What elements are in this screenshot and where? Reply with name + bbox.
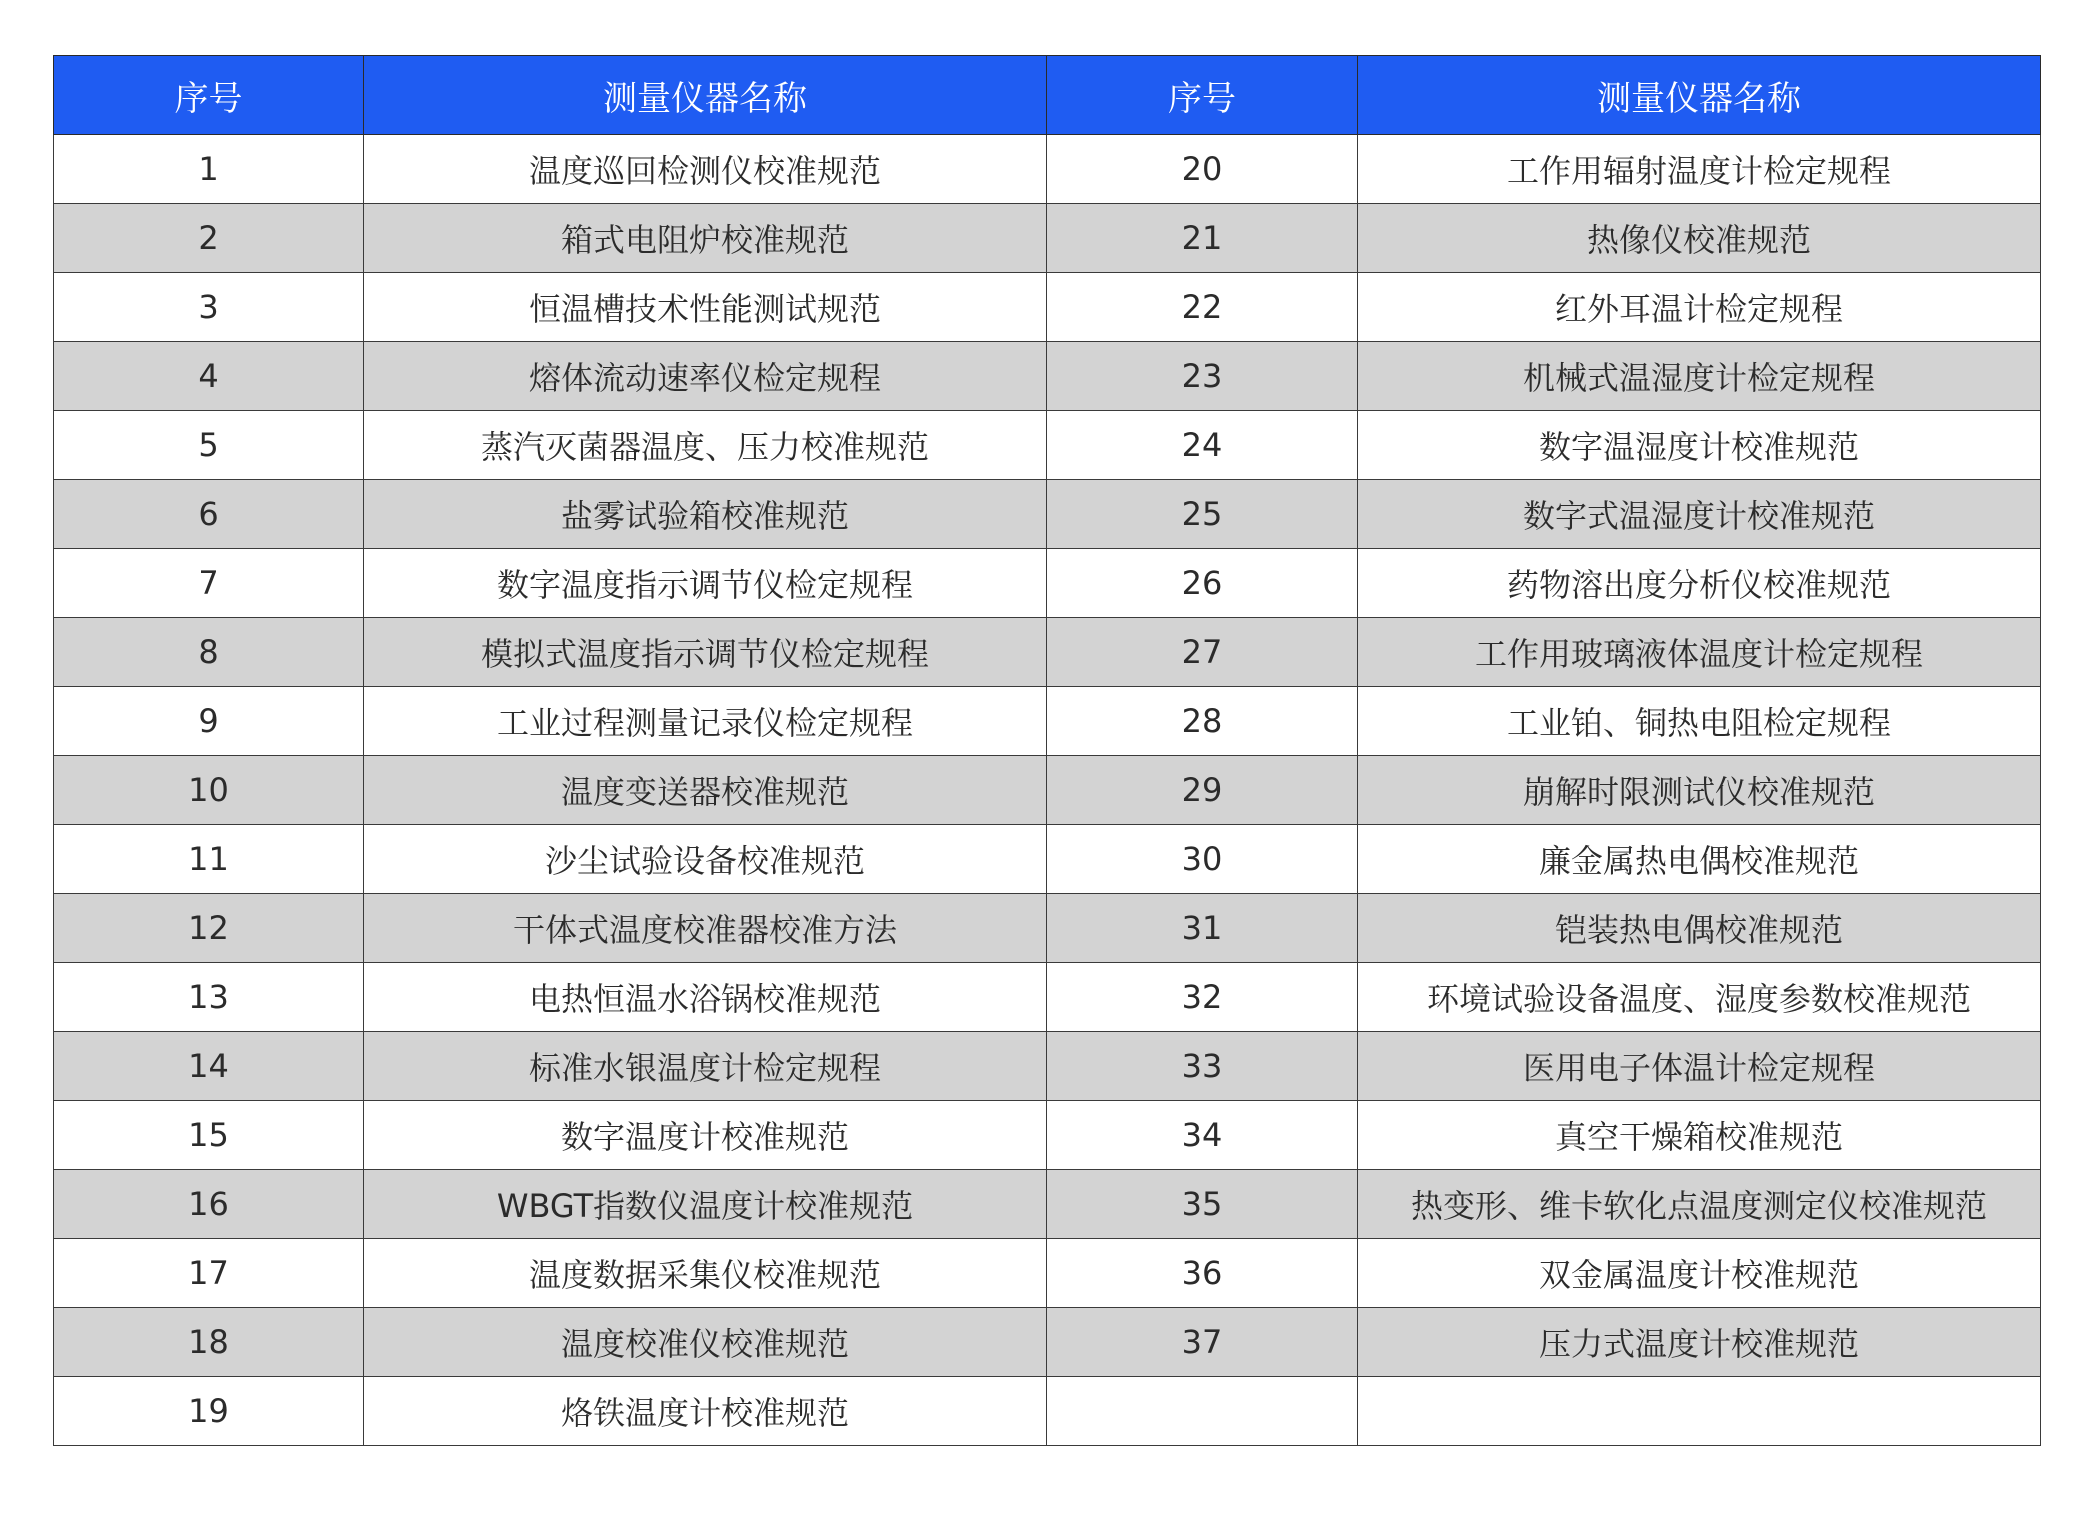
serial-cell-right: 21 [1047,204,1358,273]
instrument-name-cell-right: 数字温湿度计校准规范 [1358,411,2041,480]
table-row [54,894,2041,963]
instrument-name-cell-right: 真空干燥箱校准规范 [1358,1101,2041,1170]
serial-cell-left: 3 [54,273,364,342]
header-row [54,56,2041,135]
serial-cell-left: 1 [54,135,364,204]
table-row [54,963,2041,1032]
instrument-name-cell-right: 压力式温度计校准规范 [1358,1308,2041,1377]
table-row [54,549,2041,618]
instrument-name-cell-right: 热变形、维卡软化点温度测定仪校准规范 [1358,1170,2041,1239]
instrument-name-cell-right: 廉金属热电偶校准规范 [1358,825,2041,894]
instrument-name-cell-left: 数字温度计校准规范 [364,1101,1047,1170]
serial-cell-left: 15 [54,1101,364,1170]
serial-cell-left: 12 [54,894,364,963]
instrument-name-cell-right: 工业铂、铜热电阻检定规程 [1358,687,2041,756]
table-row [54,273,2041,342]
instrument-name-cell-left: 烙铁温度计校准规范 [364,1377,1047,1446]
serial-cell-left: 11 [54,825,364,894]
table-row [54,1032,2041,1101]
instrument-table [53,55,2041,1446]
instrument-name-cell-left: 温度校准仪校准规范 [364,1308,1047,1377]
instrument-name-cell-right: 机械式温湿度计检定规程 [1358,342,2041,411]
serial-cell-right: 35 [1047,1170,1358,1239]
instrument-name-cell-right: 药物溶出度分析仪校准规范 [1358,549,2041,618]
serial-cell-right: 26 [1047,549,1358,618]
instrument-name-cell-left: 温度巡回检测仪校准规范 [364,135,1047,204]
instrument-name-cell-right: 崩解时限测试仪校准规范 [1358,756,2041,825]
serial-cell-left: 18 [54,1308,364,1377]
instrument-name-cell-left: 工业过程测量记录仪检定规程 [364,687,1047,756]
serial-cell-right: 27 [1047,618,1358,687]
instrument-name-cell-left: 沙尘试验设备校准规范 [364,825,1047,894]
instrument-name-cell-left: 电热恒温水浴锅校准规范 [364,963,1047,1032]
instrument-name-cell-left: WBGT指数仪温度计校准规范 [364,1170,1047,1239]
serial-cell-right: 24 [1047,411,1358,480]
table-row [54,1239,2041,1308]
instrument-name-cell-left: 温度数据采集仪校准规范 [364,1239,1047,1308]
serial-cell-left: 7 [54,549,364,618]
instrument-name-cell-left: 盐雾试验箱校准规范 [364,480,1047,549]
instrument-name-cell-right: 环境试验设备温度、湿度参数校准规范 [1358,963,2041,1032]
table-row [54,1170,2041,1239]
table-row [54,480,2041,549]
instrument-name-cell-right: 工作用玻璃液体温度计检定规程 [1358,618,2041,687]
table-row [54,342,2041,411]
instrument-name-cell-left: 标准水银温度计检定规程 [364,1032,1047,1101]
instrument-name-cell-right: 红外耳温计检定规程 [1358,273,2041,342]
instrument-name-cell-left: 恒温槽技术性能测试规范 [364,273,1047,342]
instrument-name-cell-left: 温度变送器校准规范 [364,756,1047,825]
serial-cell-right: 20 [1047,135,1358,204]
serial-cell-left: 13 [54,963,364,1032]
table-row [54,618,2041,687]
serial-cell-right: 36 [1047,1239,1358,1308]
serial-cell-left: 10 [54,756,364,825]
serial-cell-right: 25 [1047,480,1358,549]
serial-cell-left: 19 [54,1377,364,1446]
serial-cell-right: 34 [1047,1101,1358,1170]
serial-cell-left: 9 [54,687,364,756]
serial-cell-left: 5 [54,411,364,480]
table-header [54,56,2041,135]
table-body [54,135,2041,1446]
header-serial-left: 序号 [54,56,364,135]
serial-cell-right: 37 [1047,1308,1358,1377]
serial-cell-left: 2 [54,204,364,273]
instrument-table-container [53,55,2040,1446]
instrument-name-cell-left: 数字温度指示调节仪检定规程 [364,549,1047,618]
table-row [54,1308,2041,1377]
serial-cell-left: 8 [54,618,364,687]
table-row [54,204,2041,273]
table-row [54,687,2041,756]
instrument-name-cell-right: 工作用辐射温度计检定规程 [1358,135,2041,204]
serial-cell-left: 4 [54,342,364,411]
serial-cell-left: 16 [54,1170,364,1239]
instrument-name-cell-right: 铠装热电偶校准规范 [1358,894,2041,963]
instrument-name-cell-left: 蒸汽灭菌器温度、压力校准规范 [364,411,1047,480]
instrument-name-cell-right: 热像仪校准规范 [1358,204,2041,273]
serial-cell-right [1047,1377,1358,1446]
header-instrument-name-left: 测量仪器名称 [364,56,1047,135]
serial-cell-right: 29 [1047,756,1358,825]
serial-cell-right: 22 [1047,273,1358,342]
instrument-name-cell-left: 干体式温度校准器校准方法 [364,894,1047,963]
header-instrument-name-right: 测量仪器名称 [1358,56,2041,135]
serial-cell-right: 23 [1047,342,1358,411]
serial-cell-left: 6 [54,480,364,549]
table-row [54,825,2041,894]
instrument-name-cell-left: 箱式电阻炉校准规范 [364,204,1047,273]
table-row [54,135,2041,204]
serial-cell-left: 17 [54,1239,364,1308]
instrument-name-cell-right: 数字式温湿度计校准规范 [1358,480,2041,549]
serial-cell-right: 28 [1047,687,1358,756]
table-row [54,1377,2041,1446]
serial-cell-right: 32 [1047,963,1358,1032]
instrument-name-cell-right: 医用电子体温计检定规程 [1358,1032,2041,1101]
serial-cell-right: 30 [1047,825,1358,894]
header-serial-right: 序号 [1047,56,1358,135]
serial-cell-left: 14 [54,1032,364,1101]
instrument-name-cell-right: 双金属温度计校准规范 [1358,1239,2041,1308]
table-row [54,411,2041,480]
table-row [54,756,2041,825]
instrument-name-cell-left: 模拟式温度指示调节仪检定规程 [364,618,1047,687]
table-row [54,1101,2041,1170]
serial-cell-right: 33 [1047,1032,1358,1101]
serial-cell-right: 31 [1047,894,1358,963]
instrument-name-cell-right [1358,1377,2041,1446]
instrument-name-cell-left: 熔体流动速率仪检定规程 [364,342,1047,411]
